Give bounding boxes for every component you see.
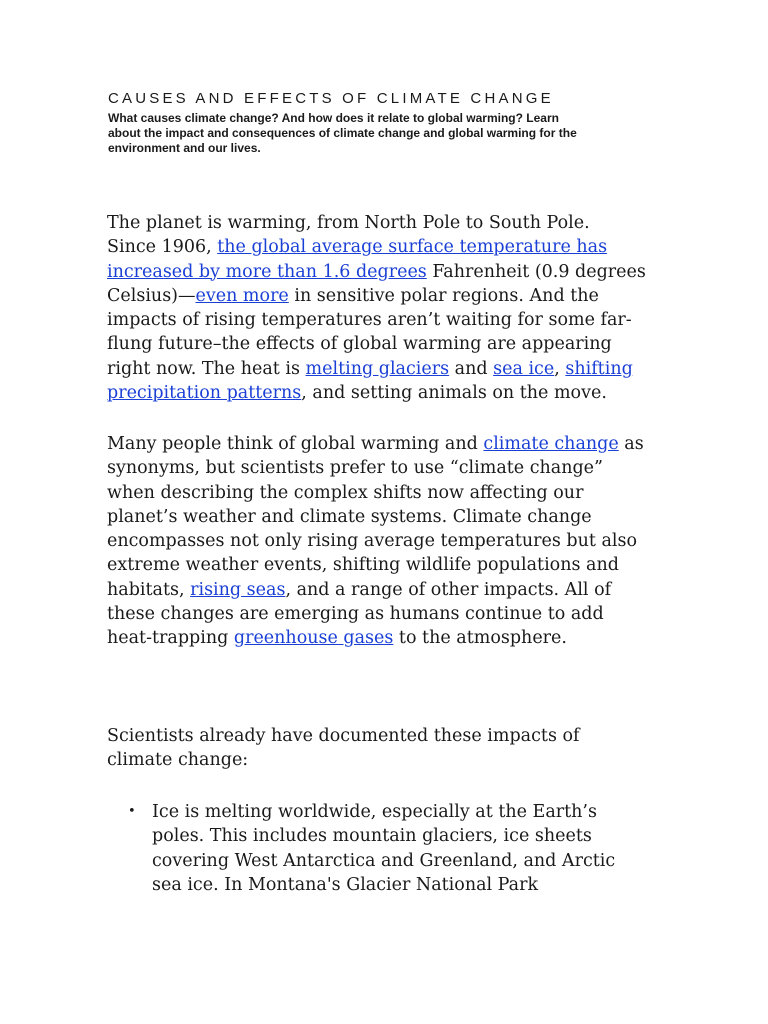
text-line: these changes are emerging as humans continue to add (107, 604, 604, 625)
link-even-more[interactable]: even more (195, 285, 289, 306)
text-run: , and setting animals on the move. (301, 383, 607, 404)
link-shifting-precipitation[interactable]: shifting (565, 358, 633, 379)
text-run: right now. The heat is (107, 358, 306, 379)
paragraph-warming (107, 211, 667, 405)
text-line (107, 381, 667, 405)
list-item (108, 800, 668, 897)
text-line: impacts of rising temperatures aren’t waiting for some far- (107, 310, 632, 331)
text-run: Fahrenheit (0.9 degrees (426, 261, 646, 282)
intro-line: What causes climate change? And how does it relate to global warming? Learn (108, 111, 559, 125)
paragraph-climate-change (107, 432, 667, 651)
text-line: planet’s weather and climate systems. Climate change (107, 506, 592, 527)
link-melting-glaciers[interactable]: melting glaciers (305, 358, 450, 379)
text-line: poles. This includes mountain glaciers, ice sheets (152, 826, 592, 847)
text-run: to the atmosphere. (393, 628, 567, 649)
intro-summary (108, 111, 668, 156)
text-run: , and a range of other impacts. All of (285, 579, 612, 600)
text-line (107, 357, 667, 381)
link-sea-ice[interactable]: sea ice (493, 358, 555, 379)
text-line: covering West Antarctica and Greenland, and Arctic (152, 850, 616, 871)
text-run: heat-trapping (107, 628, 234, 649)
impacts-list (108, 800, 668, 897)
link-global-temperature-cont[interactable]: increased by more than 1.6 degrees (107, 261, 427, 282)
text-line: flung future–the effects of global warming are appearing (107, 334, 612, 355)
text-run: habitats, (107, 579, 191, 600)
text-run: Since 1906, (107, 237, 218, 258)
text-line: Ice is melting worldwide, especially at the Earth’s (152, 802, 597, 822)
text-line: sea ice. In Montana's Glacier National Park (152, 874, 539, 895)
text-line (107, 626, 667, 650)
text-run: in sensitive polar regions. And the (288, 285, 599, 306)
text-run: Many people think of global warming and (107, 434, 484, 454)
link-global-temperature[interactable]: the global average surface temperature has (217, 237, 608, 258)
text-line: extreme weather events, shifting wildlife populations and (107, 555, 619, 576)
page-title: CAUSES AND EFFECTS OF CLIMATE CHANGE (108, 90, 554, 107)
link-shifting-precipitation-cont[interactable]: precipitation patterns (107, 383, 302, 404)
text-line: Scientists already have documented these impacts of (107, 726, 580, 746)
link-greenhouse-gases[interactable]: greenhouse gases (233, 628, 394, 649)
text-line (107, 260, 667, 284)
text-run: as (618, 434, 644, 454)
text-line (107, 432, 667, 456)
text-line (107, 578, 667, 602)
text-run: Celsius)— (107, 285, 196, 306)
text-line: climate change: (107, 750, 249, 771)
text-line: synonyms, but scientists prefer to use “climate change” (107, 458, 603, 479)
intro-line: environment and our lives. (108, 141, 261, 155)
link-rising-seas[interactable]: rising seas (190, 579, 286, 600)
intro-line: about the impact and consequences of climate change and global warming for the (108, 126, 577, 140)
text-line (107, 235, 667, 259)
bullet-marker: • (128, 804, 136, 819)
text-line (107, 284, 667, 308)
text-line: when describing the complex shifts now affecting our (107, 482, 584, 503)
paragraph-impacts-intro (107, 724, 667, 773)
text-run: and (449, 358, 494, 379)
text-line: The planet is warming, from North Pole to South Pole. (107, 213, 590, 233)
text-run: , (554, 358, 566, 379)
text-line: encompasses not only rising average temperatures but also (107, 531, 638, 552)
link-climate-change[interactable]: climate change (483, 434, 619, 454)
